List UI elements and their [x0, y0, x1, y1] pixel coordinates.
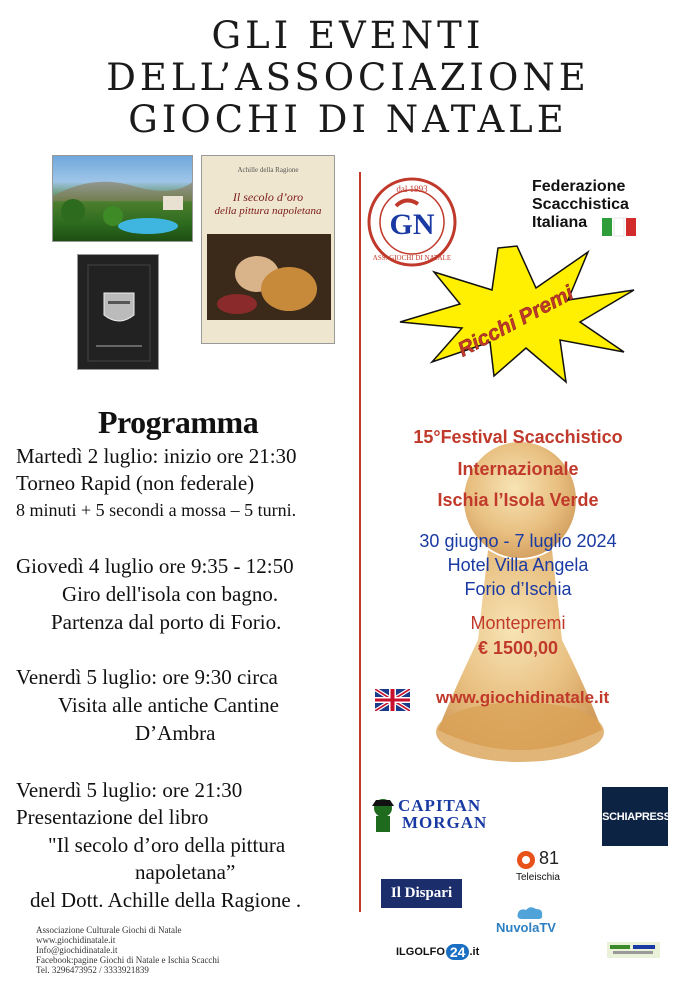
- prize-burst: [398, 244, 636, 384]
- festival-line-1: 15°Festival Scacchistico: [413, 427, 623, 447]
- program-line: Giro dell'isola con bagno.: [62, 582, 279, 606]
- hotel-photo: [52, 155, 193, 242]
- pirate-icon: [368, 796, 398, 836]
- program-line: Martedì 2 luglio: inizio ore 21:30: [16, 444, 297, 468]
- footer-line-5: Tel. 3296473952 / 3333921839: [36, 965, 149, 975]
- ilgolfo-tld: .it: [469, 946, 480, 958]
- capitan-morgan-logo: [368, 796, 486, 840]
- teleischia-name: Teleischia: [516, 872, 560, 883]
- title-line-3: GIOCHI DI NATALE: [128, 98, 568, 141]
- book-cover: [201, 155, 335, 344]
- federation-line-3: Italiana: [532, 214, 588, 231]
- footer-line-4: Facebook:pagine Giochi di Natale e Ischia Scacchi: [36, 955, 220, 965]
- festival-dates: 30 giugno - 7 luglio 2024: [419, 531, 617, 551]
- capitan-line-2: MORGAN: [402, 813, 488, 832]
- teleischia-number: 81: [539, 848, 560, 868]
- ilgolfo-text: ILGOLFO: [396, 946, 445, 958]
- cantina-book-photo: [77, 254, 159, 370]
- federation-line-2: Scacchistica: [532, 196, 629, 213]
- program-line: napoletana”: [135, 860, 236, 884]
- program-line: del Dott. Achille della Ragione .: [30, 888, 302, 912]
- festival-line-2: Internazionale: [457, 459, 579, 479]
- association-monogram: GN: [389, 208, 435, 241]
- ischia-press-logo: ISCHIAPRESS: [602, 787, 668, 846]
- uk-flag-icon: [375, 689, 410, 711]
- title-line-2: DELL’ASSOCIAZIONE: [106, 56, 590, 99]
- prize-burst-label: Ricchi Premi: [454, 281, 578, 362]
- il-dispari-logo: Il Dispari: [381, 879, 462, 908]
- footer-line-3: Info@giochidinatale.it: [36, 945, 118, 955]
- program-line: Venerdì 5 luglio: ore 9:30 circa: [16, 665, 278, 689]
- program-line: 8 minuti + 5 secondi a mossa – 5 turni.: [16, 500, 297, 520]
- capitan-line-1: CAPITAN: [398, 796, 482, 815]
- book-title-1: Il secolo d’oro: [232, 190, 304, 204]
- book-painting: [207, 234, 331, 320]
- program-line: D’Ambra: [135, 721, 216, 745]
- book-title-2: della pittura napoletana: [214, 205, 322, 217]
- federation-line-1: Federazione: [532, 178, 626, 195]
- festival-line-3: Ischia l’Isola Verde: [437, 490, 599, 510]
- book-author: Achille della Ragione: [237, 166, 299, 174]
- prize-amount: € 1500,00: [477, 638, 559, 658]
- nuvola-tv-logo: [496, 905, 566, 937]
- footer-line-1: Associazione Culturale Giochi di Natale: [36, 925, 182, 935]
- prize-label: Montepremi: [470, 613, 566, 633]
- small-sponsor-logo: [607, 938, 660, 962]
- italian-flag-icon: [602, 216, 638, 238]
- program-line: Giovedì 4 luglio ore 9:35 - 12:50: [16, 554, 294, 578]
- teleischia-logo: [514, 848, 574, 886]
- association-ring: ASS. GIOCHI DI NATALE: [372, 254, 452, 262]
- cloud-icon: [516, 905, 544, 921]
- program-heading: Programma: [98, 404, 259, 440]
- program-line: Venerdì 5 luglio: ore 21:30: [16, 778, 243, 802]
- ilgolfo-logo: [396, 940, 479, 964]
- program-line: "Il secolo d’oro della pittura: [48, 833, 286, 857]
- program-line: Presentazione del libro: [16, 805, 209, 829]
- festival-place: Forio d’Ischia: [464, 579, 572, 599]
- teleischia-icon: [516, 850, 536, 870]
- column-divider: [359, 172, 361, 912]
- association-year: dal 1993: [396, 184, 428, 194]
- nuvola-text: NuvolaTV: [496, 920, 556, 935]
- program-line: Visita alle antiche Cantine: [58, 693, 279, 717]
- website-link[interactable]: www.giochidinatale.it: [436, 688, 610, 707]
- ilgolfo-number: 24: [446, 944, 470, 960]
- program-line: Torneo Rapid (non federale): [16, 471, 255, 495]
- footer-line-2: www.giochidinatale.it: [36, 935, 116, 945]
- program-line: Partenza dal porto di Forio.: [51, 610, 282, 634]
- title-line-1: GLI EVENTI: [211, 14, 485, 57]
- festival-hotel: Hotel Villa Angela: [447, 555, 589, 575]
